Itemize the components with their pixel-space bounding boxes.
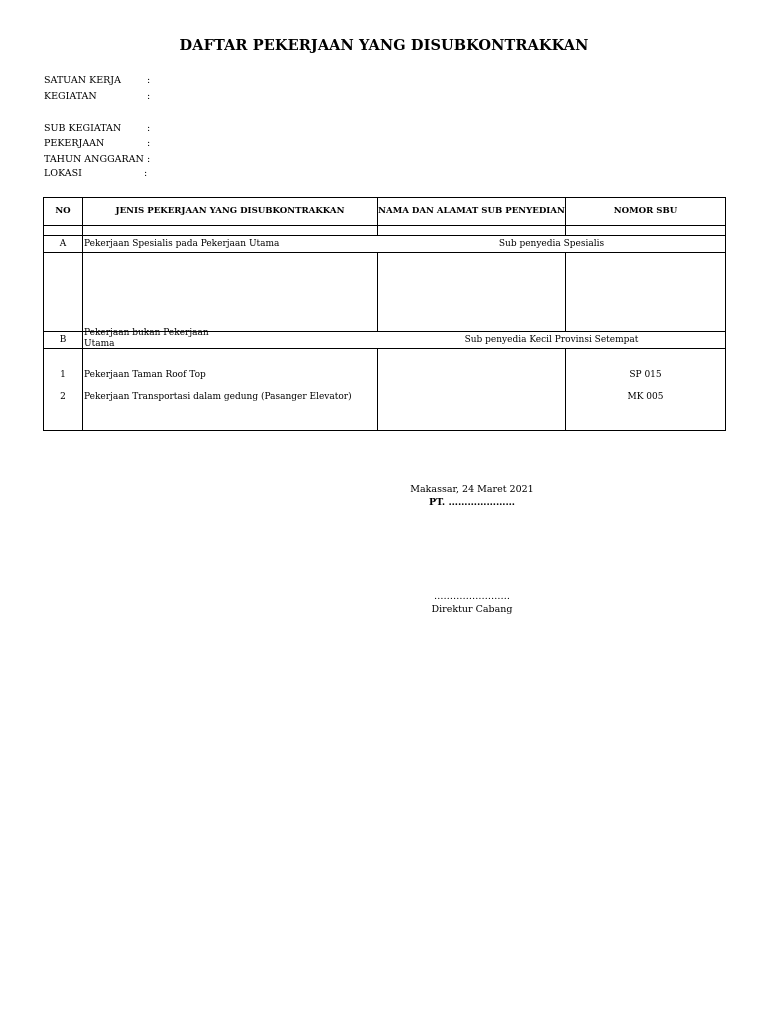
table-line-h xyxy=(43,252,726,253)
company-name: PT. ………………… xyxy=(428,497,516,508)
row-2-jenis: Pekerjaan Transportasi dalam gedung (Pasanger Elevator) xyxy=(84,392,352,402)
header-no: NO xyxy=(55,206,71,216)
meta-colon: : xyxy=(147,75,151,86)
row-2-sbu: MK 005 xyxy=(627,392,664,402)
section-a-nama: Sub penyedia Spesialis xyxy=(498,239,605,249)
meta-label: TAHUN ANGGARAN xyxy=(44,154,144,165)
meta-colon: : xyxy=(147,154,151,165)
table-line-v xyxy=(377,348,378,431)
section-a-jenis: Pekerjaan Spesialis pada Pekerjaan Utama xyxy=(84,239,280,249)
meta-label: PEKERJAAN xyxy=(44,138,105,149)
table-border-right xyxy=(725,197,726,431)
meta-label: KEGIATAN xyxy=(44,91,97,102)
table-line-v xyxy=(565,252,566,332)
table-border-bottom xyxy=(43,430,726,431)
row-1-sbu: SP 015 xyxy=(629,370,662,380)
table-border-top xyxy=(43,197,726,198)
meta-label: LOKASI xyxy=(44,168,82,179)
header-nama: NAMA DAN ALAMAT SUB PENYEDIAN xyxy=(378,206,565,216)
table-line-h xyxy=(43,348,726,349)
meta-colon: : xyxy=(144,168,148,179)
document-title: DAFTAR PEKERJAAN YANG DISUBKONTRAKKAN xyxy=(179,37,589,54)
header-sbu: NOMOR SBU xyxy=(613,206,678,216)
header-jenis: JENIS PEKERJAAN YANG DISUBKONTRAKKAN xyxy=(115,206,345,216)
meta-colon: : xyxy=(147,91,151,102)
table-line-h xyxy=(43,235,726,236)
place-date: Makassar, 24 Maret 2021 xyxy=(410,484,534,495)
signatory-position: Direktur Cabang xyxy=(431,604,513,615)
signatory-name: …………………… xyxy=(434,591,510,602)
meta-colon: : xyxy=(147,123,151,134)
table-line-v xyxy=(377,252,378,332)
section-b-jenis-line1: Pekerjaan bukan Pekerjaan xyxy=(84,328,209,338)
row-1-no: 1 xyxy=(60,370,66,380)
row-1-jenis: Pekerjaan Taman Roof Top xyxy=(84,370,206,380)
table-line-v xyxy=(82,197,83,431)
section-a-no: A xyxy=(59,239,67,249)
meta-label: SUB KEGIATAN xyxy=(44,123,122,134)
section-b-jenis-line2: Utama xyxy=(84,339,115,349)
meta-label: SATUAN KERJA xyxy=(44,75,121,86)
row-2-no: 2 xyxy=(60,392,66,402)
section-b-no: B xyxy=(59,335,67,345)
table-line-v xyxy=(565,348,566,431)
meta-colon: : xyxy=(147,138,151,149)
table-line-h xyxy=(43,225,726,226)
section-b-nama: Sub penyedia Kecil Provinsi Setempat xyxy=(464,335,639,345)
